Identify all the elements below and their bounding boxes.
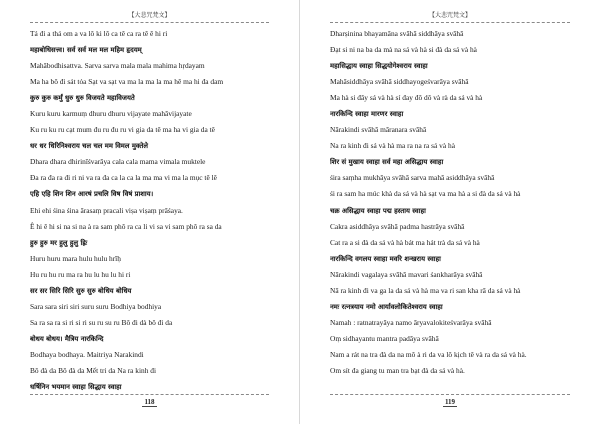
- transliteration-line: Đạt si ni na ba da mà na sá và hà si đà da sá và hà: [330, 45, 477, 55]
- footer-rule: [30, 394, 269, 395]
- page-number-label: 118: [144, 398, 155, 406]
- transliteration-line: Sara sara siri siri suru suru Bodhiya bodhiya: [30, 301, 162, 311]
- transliteration-line: Nārakindi vagalaya svāhā mavari śankharāya svāhā: [330, 269, 483, 279]
- transliteration-line: śira saṃha mukhāya svāhā sarva mahā asiddhāya svāhā: [330, 173, 495, 183]
- devanagari-line: महासिद्धाय स्वाहा सिद्धयोगेश्वराय स्वाहा: [330, 62, 428, 71]
- transliteration-line: Nā ra kinh đi va ga la da sá và hà ma va ri san kha rā da sá và hà: [330, 285, 521, 295]
- transliteration-line: Sa ra sa ra si ri si ri su ru su ru Bô đi dà bô đi da: [30, 317, 173, 327]
- transliteration-line: Namah : ratnatrayāya namo āryavalokiteśvarāya svāhā: [330, 317, 492, 327]
- transliteration-line: Đa ra đa ra đi ri ni va ra đa ca la ca la ma ma vi ma la mục tê lê: [30, 173, 217, 183]
- text-block: [30, 26, 273, 395]
- transliteration-line: Dharṣinina bhayamāna svāhā siddhāya svāhā: [330, 29, 464, 38]
- transliteration-line: Om sít đa giang tu man tra bạt đà da sá và hà.: [330, 365, 465, 375]
- devanagari-line: बोधय बोधय। मैत्रिय नारकिन्दि: [30, 334, 104, 343]
- transliteration-line: Ma ha bô đi sát tỏa Sạt va sạt va ma la ma la ma hê ma hi đa dam: [30, 77, 224, 87]
- transliteration-line: Nam a rát na tra đà da na mô à ri da va lô kịch tê và ra da sá và hà.: [330, 349, 527, 359]
- header-rule: [30, 22, 269, 23]
- transliteration-line: Mahāsiddhāya svāhā siddhayogeśvarāya svāhā: [330, 77, 469, 87]
- transliteration-line: Ku ru ku ru cạt mum đu ru đu ru vi gia da tê ma ha vi gia da tê: [30, 125, 215, 135]
- devanagari-line: हुरु हुरु मर हुलु हुलु ह्रिः: [30, 238, 88, 247]
- devanagari-line: शिर सं मुखाय स्वाहा सर्व महा असिद्धाय स्वाहा: [330, 158, 444, 167]
- transliteration-line: Hu ru hu ru ma ra hu lu hu lu hi ri: [30, 269, 131, 279]
- transliteration-line: Nārakindi svāhā māranara svāhā: [330, 125, 427, 135]
- devanagari-line: महाबोधिसत्त्व। सर्व सर्व मल मल महिम हृदयम्: [30, 46, 142, 55]
- transliteration-line: Cakra asiddhāya svāhā padma hastrāya svāhā: [330, 221, 465, 231]
- transliteration-line: Mahābodhisattva. Sarva sarva mala mala mahima hṛdayam: [30, 61, 205, 71]
- page-right: [300, 0, 600, 424]
- transliteration-line: Bodhaya bodhaya. Maitriya Narakindi: [30, 349, 144, 359]
- page-number: [0, 398, 299, 406]
- transliteration-line: Dhara dhara dhirinīśvarāya cala cala mama vimala muktele: [30, 157, 206, 167]
- text-block: [330, 26, 574, 379]
- devanagari-line: धर धर धिरिनिश्वराय चल चल मम विमल मुक्तेले: [30, 142, 149, 151]
- transliteration-line: Bô đà da Bô đà da Mết tri da Na ra kinh đi: [30, 365, 157, 375]
- transliteration-line: Kuru kuru karmuṃ dhuru dhuru vijayate mahāvijayate: [30, 109, 192, 119]
- transliteration-line: Tá đi a thá om a va lô ki lô ca tê ca ra tê ê hi ri: [30, 29, 168, 38]
- devanagari-line: कुरु कुरु कर्मुं धुरु धुरु विजयते महाविजयते: [30, 94, 135, 103]
- running-header: 【大悲咒梵文】: [428, 12, 471, 19]
- transliteration-line: Oṃ sidhayantu mantra padāya svāhā: [330, 333, 439, 343]
- devanagari-line: चक्र असिद्धाय स्वाहा पद्म हस्ताय स्वाहा: [330, 206, 426, 215]
- footer-rule: [330, 394, 570, 395]
- transliteration-line: Cat ra a si đà da sá và hà bát ma hát trà da sá và hà: [330, 237, 480, 247]
- transliteration-line: Ehi ehi śina śina ārasaṃ pracali viṣa viṣaṃ prāśaya.: [30, 205, 183, 215]
- page-number-label: 119: [444, 398, 456, 406]
- transliteration-line: Huru huru mara hulu hulu hrīḥ: [30, 253, 121, 263]
- transliteration-line: śi ra sam ha múc khà da sá và hà sạt va ma hà a si đà da sá và hà: [330, 189, 521, 199]
- running-header: 【大悲咒梵文】: [128, 12, 171, 19]
- transliteration-line: Ê hi ê hi si na si na à ra sam phô ra ca li vi sa vi sam phô ra sa da: [30, 221, 222, 231]
- devanagari-line: नमः रत्नत्रयाय नमो आर्यावलोकितेश्वराय स्वाहा: [330, 302, 443, 311]
- page-number: [300, 398, 600, 406]
- transliteration-line: Ma hà si đây sá và hà sí đay đô dô và rà da sá và hà: [330, 93, 483, 103]
- transliteration-line: Na ra kinh đi sá và hà ma ra na ra sá và hà: [330, 141, 455, 151]
- header-rule: [330, 22, 570, 23]
- devanagari-line: नारकिन्दि स्वाहा मारणर स्वाहा: [330, 110, 404, 119]
- devanagari-line: एहि एहि शिन शिन आरषं प्रचलि विष विषं प्राशाय।: [30, 190, 154, 199]
- devanagari-line: सर सर सिरि सिरि सुरु सुरु बोधिय बोधिय: [30, 286, 132, 295]
- devanagari-line: नारकिन्दि वगलय स्वाहा मवरि शन्खराय स्वाहा: [330, 254, 441, 263]
- devanagari-line: धर्षिनिन भयमान स्वाहा सिद्धाय स्वाहा: [30, 383, 122, 392]
